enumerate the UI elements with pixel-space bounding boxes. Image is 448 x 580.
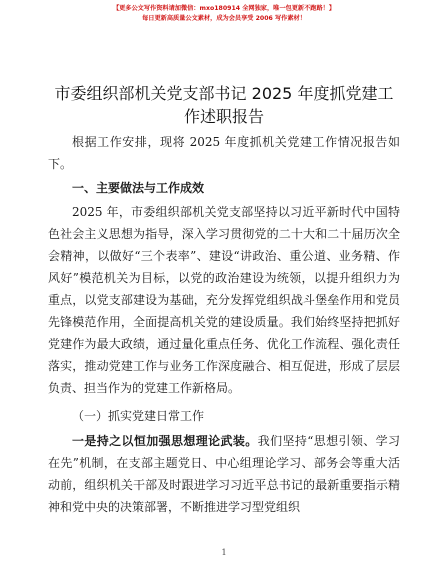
promo-line-1: 【更多公文写作资料请加微信：mxo180914 全网独家，唯一包更新不跑路！】	[112, 5, 336, 12]
document-title: 市委组织部机关党支部书记 2025 年度抓党建工作述职报告	[54, 84, 394, 126]
section-heading-1: 一、主要做法与工作成效	[72, 181, 205, 195]
body-paragraph-2	[48, 430, 400, 518]
body-text-1: 2025 年，市委组织部机关党支部坚持以习近平新时代中国特色社会主义思想为指导，深入学习贯彻党的二十大和二十届历次全会精神，以做好“三个表率”、建设“讲政治、重公道、业务精、作风好”模范机关为目标，以党的政治建设为统领，以提升组织力为重点，以党支部建设为基础，充分发挥党组织战斗堡垒作用和党员先锋模范作用，全面提高机关党的建设质量。我们始终坚持把抓好党建作为最大政绩，通过量化重点任务、优化工作流程、强化责任落实，推动党建工作与业务工作深度融合、相互促进，形成了层层负责、担当作为的党建工作新格局。	[48, 205, 400, 395]
promo-banner	[0, 4, 448, 24]
page-number: 1	[221, 548, 227, 557]
emphasis-lead: 一是持之以恒加强思想理论武装。	[72, 434, 258, 448]
subsection-heading-1: （一）抓实党建日常工作	[72, 409, 205, 423]
intro-paragraph	[48, 131, 400, 175]
body-text-2-rest: 我们坚持“思想引领、学习在先”机制，在支部主题党日、中心组理论学习、部务会等重大活动前，组织机关干部及时跟进学习习近平总书记的最新重要指示精神和党中央的决策部署，不断推进学习型党组织	[48, 434, 400, 514]
intro-text: 根据工作安排，现将 2025 年度抓机关党建工作情况报告如下。	[48, 135, 400, 171]
promo-line-2: 每日更新高质量公文素材，成为会员享受 2006 写作素材！	[142, 15, 306, 22]
body-paragraph-1	[48, 201, 400, 399]
body-text-2	[48, 430, 400, 518]
